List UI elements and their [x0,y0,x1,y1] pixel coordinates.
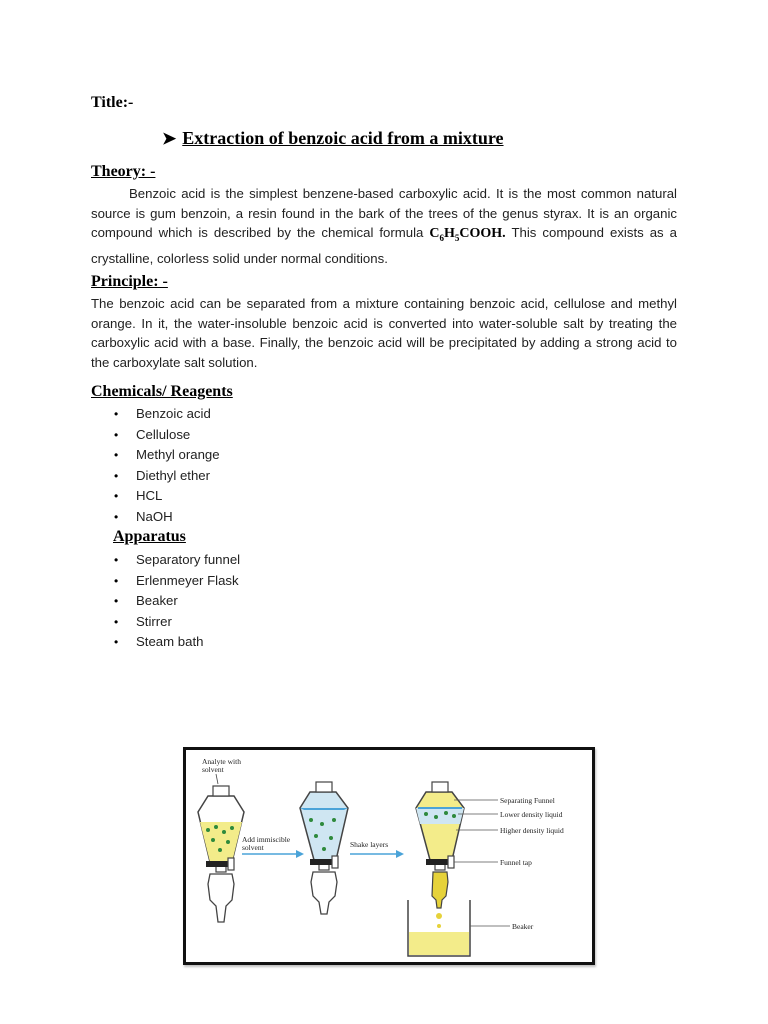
label-higher-density: Higher density liquid [500,826,564,835]
list-item: • Diethyl ether [91,466,220,487]
funnel-3-illustration [408,782,470,956]
funnel-2-illustration [300,782,348,914]
diagram-svg [186,750,592,962]
label-separating-funnel: Separating Funnel [500,796,555,805]
list-item: • Steam bath [91,632,240,653]
chemicals-heading: Chemicals/ Reagents [91,383,233,400]
label-beaker: Beaker [512,922,534,931]
list-item: • Stirrer [91,612,240,633]
principle-paragraph: The benzoic acid can be separated from a mixture containing benzoic acid, cellulose and methyl orange. In it, the water-insoluble benzoic acid is converted into water-soluble salt by treating the carboxylic acid with a base. Finally, the benzoic acid will be precipitated by adding a strong acid to the carboxylate salt solution. [91,296,677,370]
chemicals-list [91,404,220,527]
arrow-head-2 [396,850,404,858]
document-title [162,128,504,149]
list-item: • Separatory funnel [91,550,240,571]
label-funnel-tap: Funnel tap [500,858,532,867]
label-add-line1: Add immiscible [242,835,291,844]
list-item: • Beaker [91,591,240,612]
theory-heading: Theory: - [91,163,156,180]
list-item: • Cellulose [91,425,220,446]
label-lower-density: Lower density liquid [500,810,563,819]
list-item: • Erlenmeyer Flask [91,571,240,592]
separatory-funnel-diagram [183,747,595,965]
label-add-line2: solvent [242,843,264,852]
theory-paragraph: Benzoic acid is the simplest benzene-based carboxylic acid. It is the most common natural source is gum benzoin, a resin found in the bark of the trees of the genus styrax. It is an organic compound which is described by the chemical formula $C_6H_5COOH$. This compound exists as a crystalline, colorless solid under normal conditions. [91,186,677,266]
label-shake: Shake layers [350,840,389,849]
list-item: • HCL [91,486,220,507]
label-analyte-line1: Analyte with [202,757,241,766]
title-text: Extraction of benzoic acid from a mixture [182,128,504,148]
right-arrowhead-icon: ➤ [162,129,177,148]
principle-heading: Principle: - [91,273,168,290]
funnel-1-illustration [198,786,244,922]
chemical-formula: $C_6H_5COOH$. [429,226,506,243]
title-label: Title:- [91,94,134,111]
label-analyte-line2: solvent [202,765,224,774]
list-item: • Methyl orange [91,445,220,466]
list-item: • NaOH [91,507,220,528]
arrow-head-1 [296,850,304,858]
list-item: • Benzoic acid [91,404,220,425]
apparatus-list [91,550,240,653]
apparatus-heading: Apparatus [113,528,186,545]
